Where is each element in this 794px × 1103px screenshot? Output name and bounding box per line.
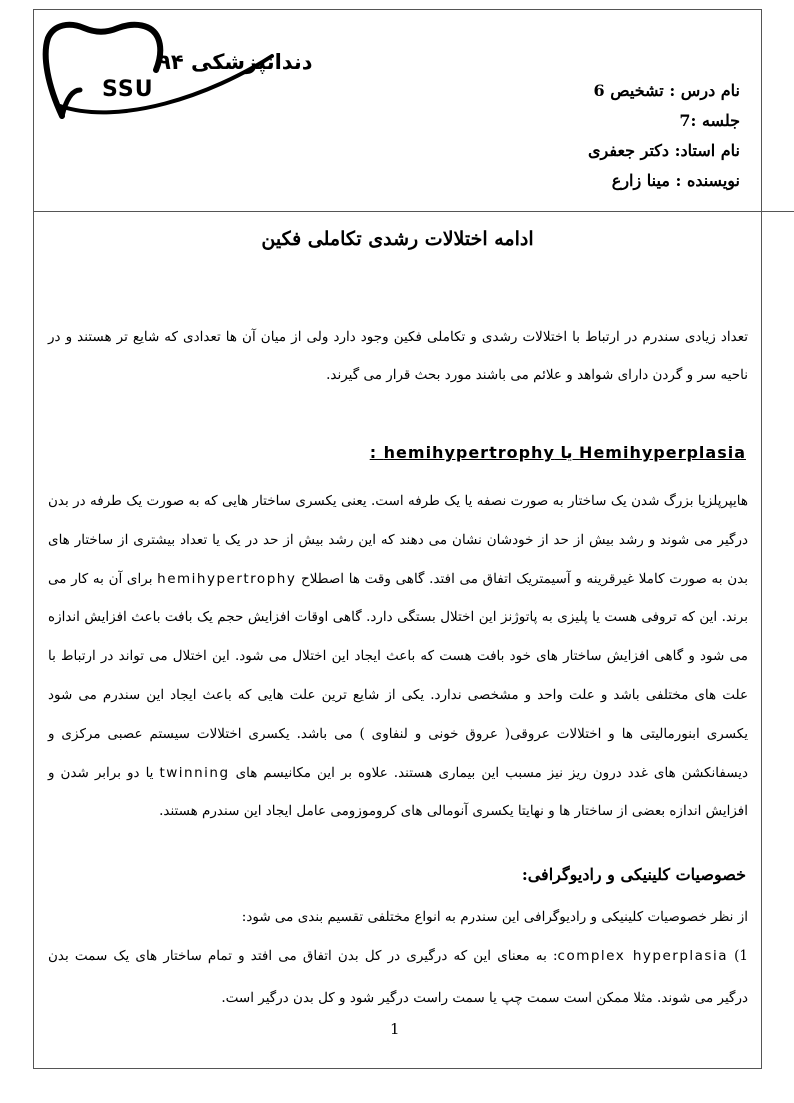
instructor-label: نام استاد: [674,141,740,160]
term-complex-hyperplasia: complex hyperplasia [557,948,728,964]
page-number: 1 [390,1020,400,1038]
paragraph-text-part-3: یا دو برابر شدن و افزایش اندازه بعضی از ساختار ها و نهایتا یکسری آنومالی های کروموزومی عامل ایجاد این سندرم هستند. [48,764,748,820]
list-item-number: 1) [734,948,748,964]
document-title: ادامه اختلالات رشدی تکاملی فکین [261,228,534,250]
logo [40,16,313,126]
instructor-row [588,136,740,166]
hemihyperplasia-paragraph [48,482,748,831]
author-row [588,166,740,196]
course-label: نام درس : [669,81,740,100]
author-label: نویسنده : [675,171,740,190]
session-value: 7 [679,111,691,130]
author-value: مینا زارع [611,171,670,190]
header-divider [33,211,794,212]
section-heading-clinical: خصوصیات کلینیکی و رادیوگرافی: [521,865,746,884]
heading-conjunction: یا [560,443,573,462]
logo-abbreviation: SSU [102,77,154,102]
paragraph-text-part-1: هایپرپلزیا بزرگ شدن یک ساختار به صورت نصفه یا یک طرفه است. یعنی یکسری ساختار هایی که به صورت یک طرفه در بدن درگیر می شوند و رشد بیش از حد از خودشان نشان می دهند که این رشد بیش از حد در یک یا تعداد بیشتری از ساختار های بدن به صورت کاملا غیرقرینه و آسیمتریک اتفاق می افتد. گاهی وقت ها اصطلاح [48,493,748,587]
paragraph-text-part-2: برای آن به کار می برند. این که تروفی هست یا پلیزی به پاتوژنز این اختلال بستگی دارد. گاهی اوقات افزایش حجم یک بافت باعث افزایش اندازه می شود و گاهی افزایش ساختار های خود بافت هست که باعث ایجاد این اختلال می شود. این اختلال می تواند در ارتباط با علت های مختلفی باشد و علت واحد و مشخصی ندارد. یکی از شایع ترین علت هایی که باعث ایجاد این سندرم می شود یکسری ابنورمالیتی ها و اختلالات عروقی( عروق خونی و لنفاوی ) می باشد. یکسری اختلالات سیستم عصبی مرکزی و دیسفانکشن های غدد درون ریز نیز مسبب این بیماری هستند. علاوه بر این مکانیسم های [48,570,749,781]
term-twinning: twinning [159,764,230,781]
list-item-text: : به معنای این که درگیری در کل بدن اتفاق می افتد و تمام ساختار های یک سمت بدن [48,948,558,964]
section-heading-hemihyperplasia [370,443,746,462]
term-hemihypertrophy: hemihypertrophy [157,570,297,587]
heading-term-2: hemihypertrophy : [369,443,555,462]
intro-paragraph: تعداد زیادی سندرم در ارتباط با اختلالات رشدی و تکاملی فکین وجود دارد ولی از میان آن ها تعدادی که شایع تر هستند و در ناحیه سر و گردن دارای شواهد و علائم می باشند مورد بحث قرار می گیرند. [48,329,748,383]
session-label: جلسه : [690,111,740,130]
list-item-complex-hyperplasia [48,948,748,964]
course-row [588,76,740,106]
course-value: تشخیص 6 [593,81,664,100]
document-metadata [588,76,740,196]
logo-text: دندانپزشکی ۹۴ [158,50,313,74]
classification-intro: از نظر خصوصیات کلینیکی و رادیوگرافی این سندرم به انواع مختلفی تقسیم بندی می شود: [241,909,748,925]
list-item-continuation: درگیر می شوند. مثلا ممکن است سمت چپ یا سمت راست درگیر شود و کل بدن درگیر است. [221,990,748,1006]
instructor-value: دکتر جعفری [588,141,670,160]
session-row [588,106,740,136]
heading-term-1: Hemihyperplasia [579,443,746,462]
